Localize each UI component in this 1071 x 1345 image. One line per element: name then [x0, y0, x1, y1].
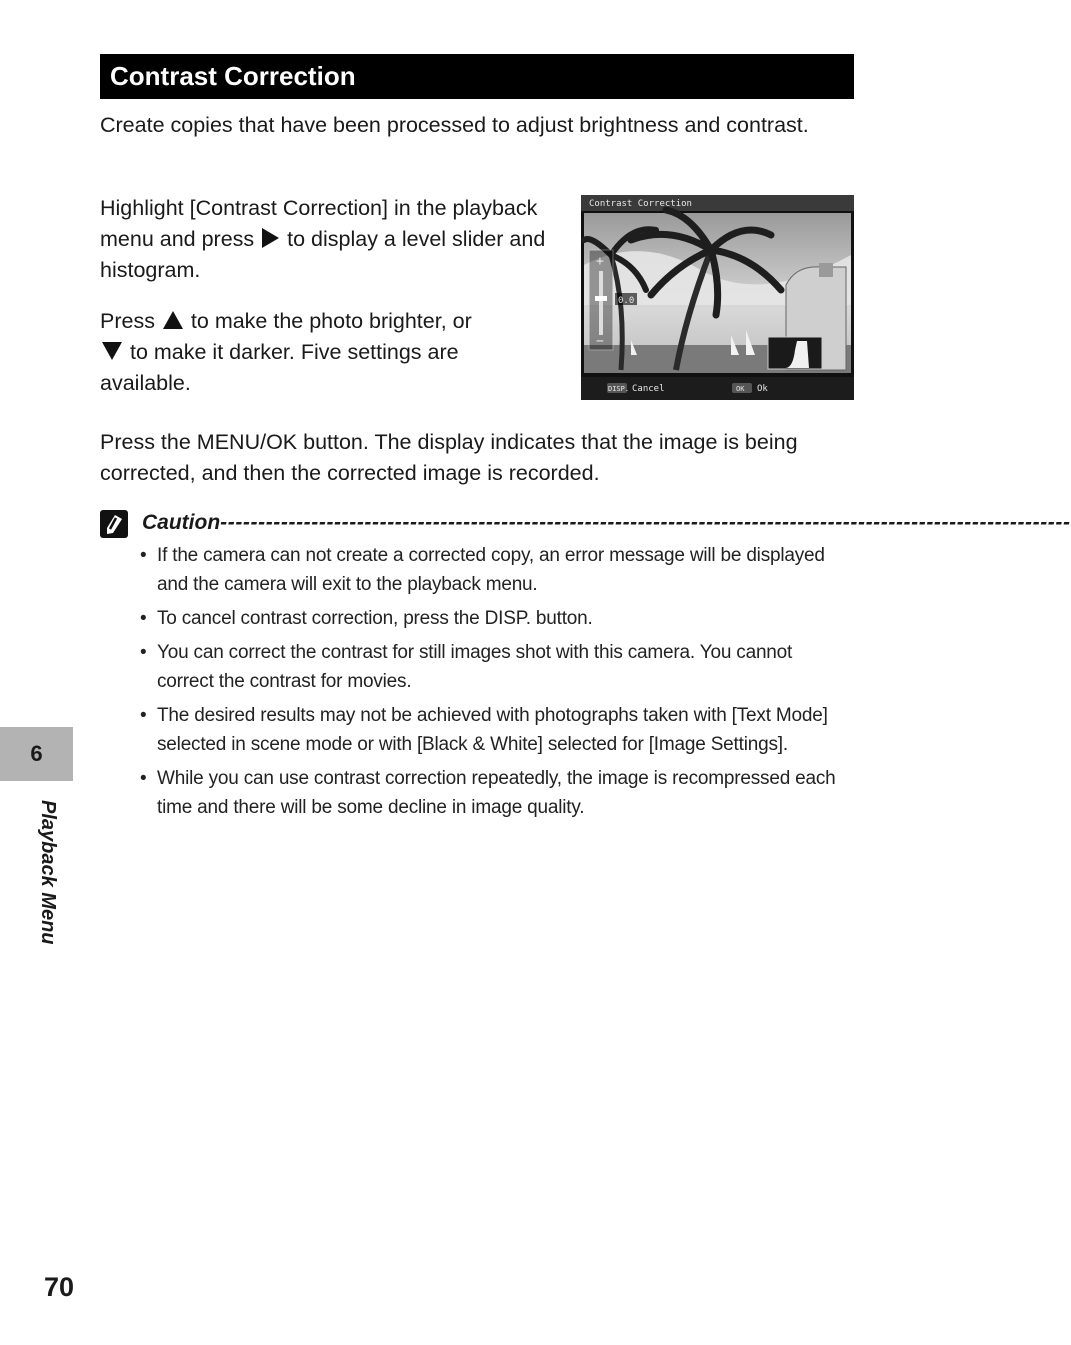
step-menu-ok-text: Press the MENU/OK button. The display indicates that the image is being corrected, and then the corrected image is recorded.	[100, 430, 798, 485]
caution-item: • You can correct the contrast for still images shot with this camera. You cannot correct the contrast for movies.	[140, 642, 793, 692]
step-press-text: Press to make the photo brighter, or to make it darker. Five settings are available.	[100, 309, 472, 395]
slider-minus: −	[596, 334, 604, 349]
chapter-tab	[0, 727, 73, 781]
caution-header	[100, 508, 1071, 538]
down-arrow-icon	[102, 342, 122, 360]
camera-screen-illustration	[581, 195, 854, 400]
caution-label: Caution----------------------------------------------------------------------------------------------------------------	[142, 511, 1071, 534]
slider-plus: +	[596, 254, 604, 269]
screen-title: Contrast Correction	[589, 199, 692, 209]
ok-key-label: OK	[736, 385, 745, 393]
caution-item: • The desired results may not be achieved with photographs taken with [Text Mode] selected in scene mode or with [Black & White] selected for [Image Settings].	[140, 705, 828, 755]
ok-label: Ok	[757, 384, 768, 394]
caution-item: • To cancel contrast correction, press the DISP. button.	[140, 608, 593, 629]
page-number: 70	[44, 1272, 75, 1302]
caution-icon	[100, 510, 128, 538]
cancel-label: Cancel	[632, 384, 665, 394]
camera-screen-image	[581, 195, 854, 400]
chapter-label: Playback Menu	[37, 800, 59, 945]
intro-text: Create copies that have been processed to adjust brightness and contrast.	[100, 113, 809, 137]
disp-key-label: DISP.	[608, 385, 630, 393]
step-highlight-text: Highlight [Contrast Correction] in the playback menu and press to display a level slider and histogram.	[100, 196, 546, 282]
slider-value: 0.0	[618, 296, 635, 306]
up-arrow-icon	[163, 311, 183, 329]
chapter-number: 6	[30, 741, 43, 766]
caution-item: • While you can use contrast correction repeatedly, the image is recompressed each time and there will be some decline in image quality.	[140, 768, 836, 818]
caution-item: • If the camera can not create a corrected copy, an error message will be displayed and the camera will exit to the playback menu.	[140, 545, 825, 595]
caution-list	[140, 541, 840, 827]
right-arrow-icon	[262, 228, 279, 248]
section-title: Contrast Correction	[100, 54, 854, 99]
